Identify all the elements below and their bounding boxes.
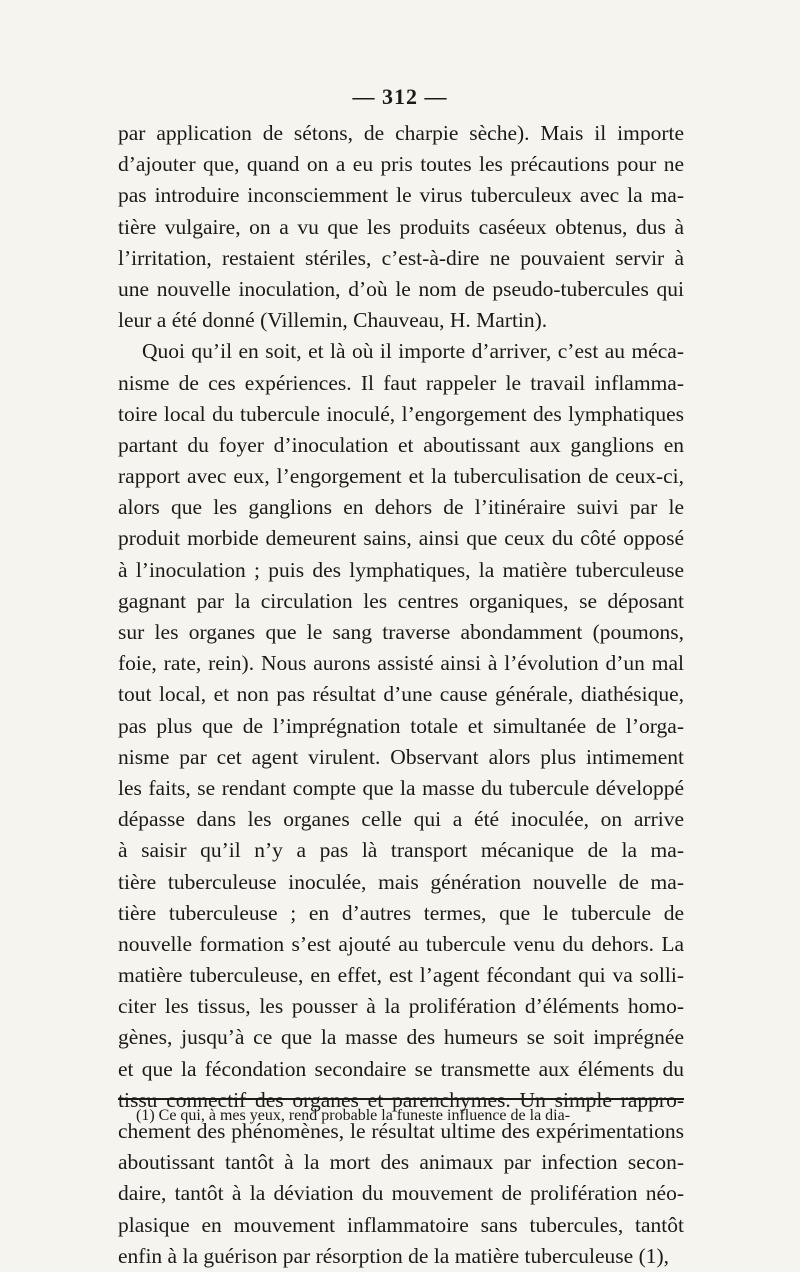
text-line: partant du foyer d’inoculation et aboutissant aux ganglions en (118, 432, 684, 457)
footnote: (1) Ce qui, à mes yeux, rend probable la funeste influence de la dia- (136, 1107, 571, 1124)
text-line: nouvelle formation s’est ajouté au tubercule venu du dehors. La (118, 931, 684, 956)
text-line: daire, tantôt à la déviation du mouvement de prolifération néo- (118, 1181, 684, 1206)
paragraph-2 (118, 336, 684, 1272)
text-line: foie, rate, rein). Nous aurons assisté ainsi à l’évolution d’un mal (118, 651, 684, 676)
text-line: tière tuberculeuse inoculée, mais génération nouvelle de ma- (118, 869, 684, 894)
text-line: d’ajouter que, quand on a eu pris toutes les précautions pour ne (118, 152, 684, 177)
text-line: matière tuberculeuse, en effet, est l’agent fécondant qui va solli- (118, 963, 684, 988)
text-line: alors que les ganglions en dehors de l’itinéraire suivi par le (118, 495, 684, 520)
text-line: une nouvelle inoculation, d’où le nom de pseudo-tubercules qui (118, 276, 684, 301)
text-line: Quoi qu’il en soit, et là où il importe d’arriver, c’est au méca- (142, 339, 684, 364)
text-line: par application de sétons, de charpie sèche). Mais il importe (118, 121, 684, 145)
text-line: pas introduire inconsciemment le virus tuberculeux avec la ma- (118, 183, 684, 208)
text-line: chement des phénomènes, le résultat ultime des expérimentations (118, 1119, 684, 1143)
text-line: à l’inoculation ; puis des lymphatiques, la matière tuberculeuse (118, 557, 684, 582)
text-line: tissu connectif des organes et parenchymes. Un simple rappro- (118, 1087, 684, 1112)
text-line: dépasse dans les organes celle qui a été inoculée, on arrive (118, 807, 684, 832)
text-line: pas plus que de l’imprégnation totale et simultanée de l’orga- (118, 713, 684, 738)
text-line: les faits, se rendant compte que la masse du tubercule développé (118, 775, 684, 800)
text-line: sur les organes que le sang traverse abondamment (poumons, (118, 620, 684, 644)
text-line: aboutissant tantôt à la mort des animaux par infection secon- (118, 1150, 684, 1175)
paragraph-1 (118, 118, 684, 336)
text-line: tière vulgaire, on a vu que les produits caséeux obtenus, dus à (118, 214, 684, 239)
text-line: produit morbide demeurent sains, ainsi que ceux du côté opposé (118, 526, 684, 551)
text-line: citer les tissus, les pousser à la prolifération d’éléments homo- (118, 994, 684, 1019)
text-line: tout local, et non pas résultat d’une cause générale, diathésique, (118, 682, 684, 707)
text-line: toire local du tubercule inoculé, l’engorgement des lymphatiques (118, 401, 684, 426)
text-line: et que la fécondation secondaire se transmette aux éléments du (118, 1056, 684, 1081)
text-line: tière tuberculeuse ; en d’autres termes, que le tubercule de (118, 900, 684, 925)
text-line: plasique en mouvement inflammatoire sans tubercules, tantôt (118, 1212, 684, 1237)
text-line: rapport avec eux, l’engorgement et la tuberculisation de ceux-ci, (118, 464, 684, 489)
text-line: l’irritation, restaient stériles, c’est-à-dire ne pouvaient servir à (118, 245, 684, 270)
footnote-divider (118, 1098, 684, 1100)
text-line: enfin à la guérison par résorption de la matière tuberculeuse (1), (118, 1243, 670, 1268)
text-line: nisme par cet agent virulent. Observant alors plus intimement (118, 744, 684, 769)
text-line: gagnant par la circulation les centres organiques, se déposant (118, 588, 684, 613)
text-line: nisme de ces expériences. Il faut rappeler le travail inflamma- (118, 370, 684, 395)
text-line: gènes, jusqu’à ce que la masse des humeurs se soit imprégnée (118, 1025, 684, 1050)
text-line: leur a été donné (Villemin, Chauveau, H. Martin). (118, 308, 548, 333)
page-number: — 312 — (352, 84, 448, 109)
text-line: à saisir qu’il n’y a pas là transport mécanique de la ma- (118, 838, 684, 863)
